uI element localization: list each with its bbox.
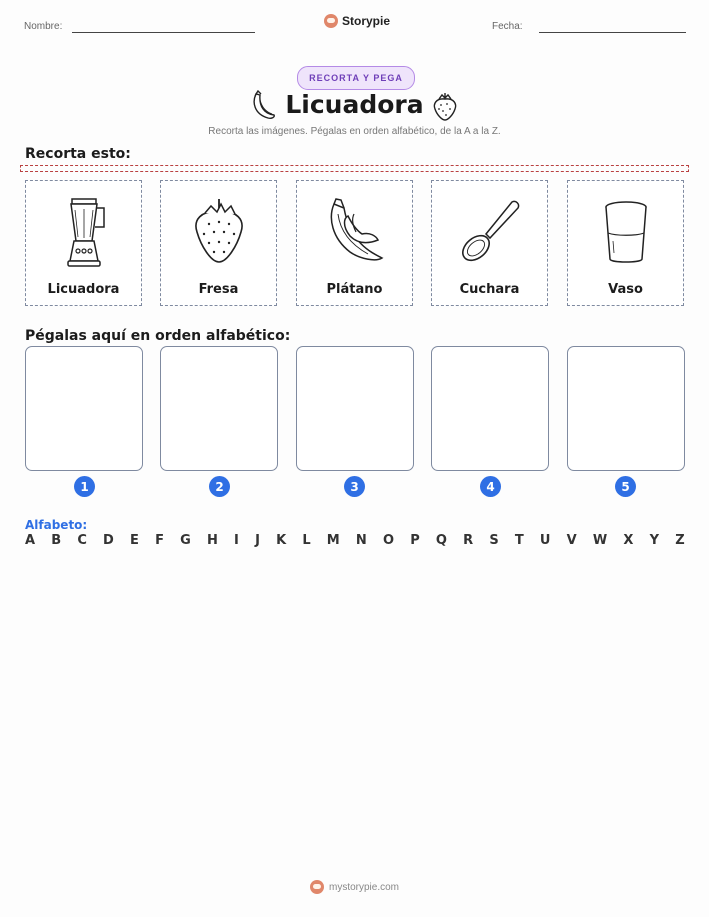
slot-number: 2 (209, 476, 230, 497)
spoon-icon (454, 196, 526, 268)
alphabet-row (25, 533, 685, 548)
alphabet-letter: X (623, 533, 634, 548)
alphabet-letter: F (155, 533, 164, 548)
name-line[interactable] (72, 32, 255, 33)
footer-url[interactable]: mystorypie.com (328, 881, 399, 893)
card-label: Vaso (608, 282, 643, 297)
paste-slot-4[interactable] (431, 346, 549, 471)
cut-heading: Recorta esto: (25, 146, 131, 162)
date-line[interactable] (539, 32, 686, 33)
alphabet-letter: T (514, 533, 524, 548)
card-label: Cuchara (459, 282, 520, 297)
footer (0, 880, 709, 894)
alphabet-letter: Z (675, 533, 685, 548)
paste-slot-5[interactable] (567, 346, 685, 471)
activity-badge: RECORTA Y PEGA (297, 66, 415, 90)
alphabet-letter: M (326, 533, 340, 548)
alphabet-letter: Q (435, 533, 447, 548)
alphabet-letter: E (130, 533, 139, 548)
alphabet-letter: C (77, 533, 87, 548)
paste-slot-3[interactable] (296, 346, 414, 471)
name-label: Nombre: (24, 21, 63, 32)
card-label: Licuadora (47, 282, 120, 297)
alphabet-letter: K (276, 533, 287, 548)
alphabet-letter: G (180, 533, 191, 548)
alphabet-letter: I (234, 533, 239, 548)
strawberry-decor-icon (430, 90, 460, 127)
card-label: Fresa (198, 282, 239, 297)
slot-number: 5 (615, 476, 636, 497)
cutout-card-platano[interactable] (296, 180, 413, 306)
paste-heading: Pégalas aquí en orden alfabético: (25, 328, 291, 344)
cutout-card-cuchara[interactable] (431, 180, 548, 306)
paste-slot-1[interactable] (25, 346, 143, 471)
strawberry-icon (189, 196, 249, 268)
banana-icon (320, 196, 390, 268)
slot-number: 3 (344, 476, 365, 497)
alphabet-letter: J (255, 533, 260, 548)
alphabet-letter: V (566, 533, 577, 548)
card-label: Plátano (326, 282, 383, 297)
alphabet-letter: H (206, 533, 218, 548)
alphabet-letter: S (489, 533, 499, 548)
slot-number: 1 (74, 476, 95, 497)
alphabet-letter: U (539, 533, 551, 548)
cutout-card-fresa[interactable] (160, 180, 277, 306)
alphabet-letter: B (51, 533, 62, 548)
slot-number: 4 (480, 476, 501, 497)
alphabet-heading: Alfabeto: (25, 518, 88, 532)
glass-icon (598, 197, 654, 267)
storypie-logo-icon (324, 14, 338, 28)
alphabet-letter: A (25, 533, 36, 548)
page-title: Licuadora (285, 90, 424, 119)
cutout-card-vaso[interactable] (567, 180, 684, 306)
alphabet-letter: Y (649, 533, 660, 548)
blender-icon (54, 195, 114, 269)
alphabet-letter: R (463, 533, 474, 548)
storypie-logo-icon (310, 880, 324, 894)
cut-guide-line (20, 165, 689, 172)
cutout-card-licuadora[interactable] (25, 180, 142, 306)
brand-name: Storypie (342, 14, 391, 28)
alphabet-letter: P (410, 533, 420, 548)
brand (324, 14, 390, 28)
alphabet-letter: D (103, 533, 114, 548)
alphabet-letter: O (382, 533, 395, 548)
instructions: Recorta las imágenes. Pégalas en orden alfabético, de la A a la Z. (208, 126, 501, 137)
alphabet-letter: W (592, 533, 608, 548)
alphabet-letter: L (302, 533, 311, 548)
date-label: Fecha: (492, 21, 523, 32)
alphabet-letter: N (355, 533, 367, 548)
paste-slot-2[interactable] (160, 346, 278, 471)
